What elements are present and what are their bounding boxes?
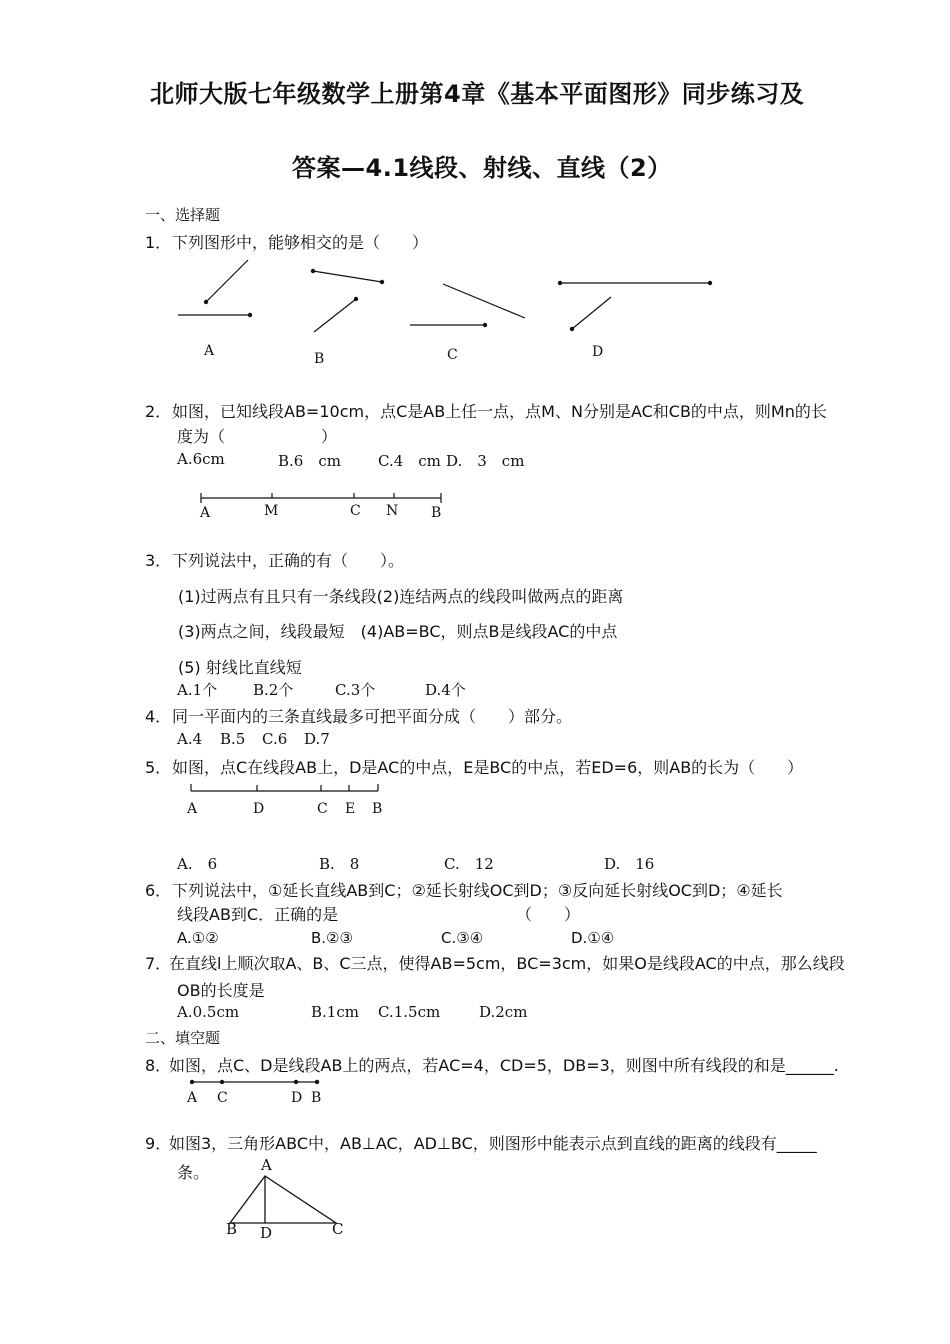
q9-label-a: A [261,1156,272,1174]
q5-text: 如图，点C在线段AB上，D是AC的中点，E是BC的中点，若ED=6，则AB的长为（ ） [172,758,804,777]
q8-label-d: D [291,1090,303,1106]
section-fill: 二、填空题 [145,1029,221,1047]
q3-number: 3． [145,551,172,570]
q7-text-line2: OB的长度是 [177,981,265,1000]
q1-label-c: C [447,347,458,363]
q1-number: 1． [145,233,172,252]
q7-option-a: A.0.5cm [177,1003,240,1021]
q9-label-b: B [226,1220,238,1238]
q8-label-a: A [187,1090,198,1106]
q3-text: 下列说法中，正确的有（ ）。 [172,551,405,570]
q9-text-line2: 条。 [177,1163,210,1182]
section-choice: 一、选择题 [145,206,221,224]
q5-label-b: B [372,801,383,817]
q2-text-line1: 如图，已知线段AB=10cm，点C是AB上任一点，点M、N分别是AC和CB的中点，则Mn的长 [172,402,827,421]
q9-label-d: D [260,1224,273,1242]
q4-option-d: D.7 [304,730,330,748]
q2-option-b: B.6 cm [278,452,341,470]
q5-option-d: D. 16 [604,855,655,873]
q6-option-d: D.①④ [571,929,615,947]
q3-item2: (3)两点之间，线段最短 (4)AB=BC，则点B是线段AC的中点 [178,622,618,641]
q1-label-d: D [592,344,604,360]
q6-text-line2: 线段AB到C．正确的是 [177,905,339,924]
q8-label-c: C [217,1090,228,1106]
q2-label-b: B [431,505,442,521]
q4-option-c: C.6 [262,730,288,748]
q6-text-line1: 下列说法中，①延长直线AB到C；②延长射线OC到D；③反向延长射线OC到D；④延长 [172,881,783,900]
q9-label-c: C [332,1220,344,1238]
q1-text: 下列图形中，能够相交的是（ ） [172,233,429,252]
q6-option-c: C.③④ [441,929,484,947]
q2-option-a: A.6cm [177,450,225,468]
q8-number: 8． [145,1056,172,1075]
q3-option-a: A.1个 [177,681,218,699]
q3-item1: (1)过两点有且只有一条线段(2)连结两点的线段叫做两点的距离 [178,587,624,606]
q2-text-line2: 度为（ ） [177,427,338,446]
q4-text: 同一平面内的三条直线最多可把平面分成（ ）部分。 [172,707,573,726]
q5-option-c: C. 12 [444,855,494,873]
q2-option-d: D. 3 cm [446,452,525,470]
page-title-line1: 北师大版七年级数学上册第4章《基本平面图形》同步练习及 [150,80,805,108]
q6-number: 6． [145,881,172,900]
q3-option-b: B.2个 [253,681,294,699]
q4-option-b: B.5 [220,730,246,748]
q6-answer-paren: （ ） [516,905,581,924]
q9-number: 9． [145,1134,172,1153]
q2-option-c: C.4 cm [378,452,441,470]
q6-option-a: A.①② [177,929,219,947]
q5-option-a: A. 6 [177,855,218,873]
q8-text: 如图，点C、D是线段AB上的两点，若AC=4，CD=5，DB=3，则图中所有线段的和是______. [169,1056,839,1075]
q7-option-c: C.1.5cm [378,1003,441,1021]
q5-label-e: E [345,801,356,817]
q2-label-n: N [386,503,399,519]
q4-option-a: A.4 [177,730,203,748]
q3-option-c: C.3个 [335,681,376,699]
q5-number: 5． [145,758,172,777]
q7-option-d: D.2cm [479,1003,528,1021]
q1-label-b: B [314,351,325,367]
q2-label-m: M [264,503,279,519]
q7-text-line1: 在直线l上顺次取A、B、C三点，使得AB=5cm，BC=3cm，如果O是线段AC的中点，那么线段 [169,954,845,973]
q1-label-a: A [204,343,215,359]
q2-number: 2． [145,402,172,421]
q9-text-line1: 如图3，三角形ABC中，AB⊥AC，AD⊥BC，则图形中能表示点到直线的距离的线段有_____ [169,1134,817,1153]
q5-option-b: B. 8 [319,855,360,873]
page-title-line2: 答案—4.1线段、射线、直线（2） [292,154,672,182]
q4-number: 4． [145,707,172,726]
q5-label-a: A [187,801,198,817]
q6-option-b: B.②③ [311,929,353,947]
q5-label-c: C [317,801,328,817]
q3-option-d: D.4个 [425,681,466,699]
q7-option-b: B.1cm [311,1003,359,1021]
q3-item3: (5) 射线比直线短 [178,658,302,677]
q2-label-c: C [350,503,361,519]
q7-number: 7． [145,954,172,973]
q5-label-d: D [253,801,265,817]
q8-label-b: B [311,1090,322,1106]
q2-label-a: A [200,505,211,521]
